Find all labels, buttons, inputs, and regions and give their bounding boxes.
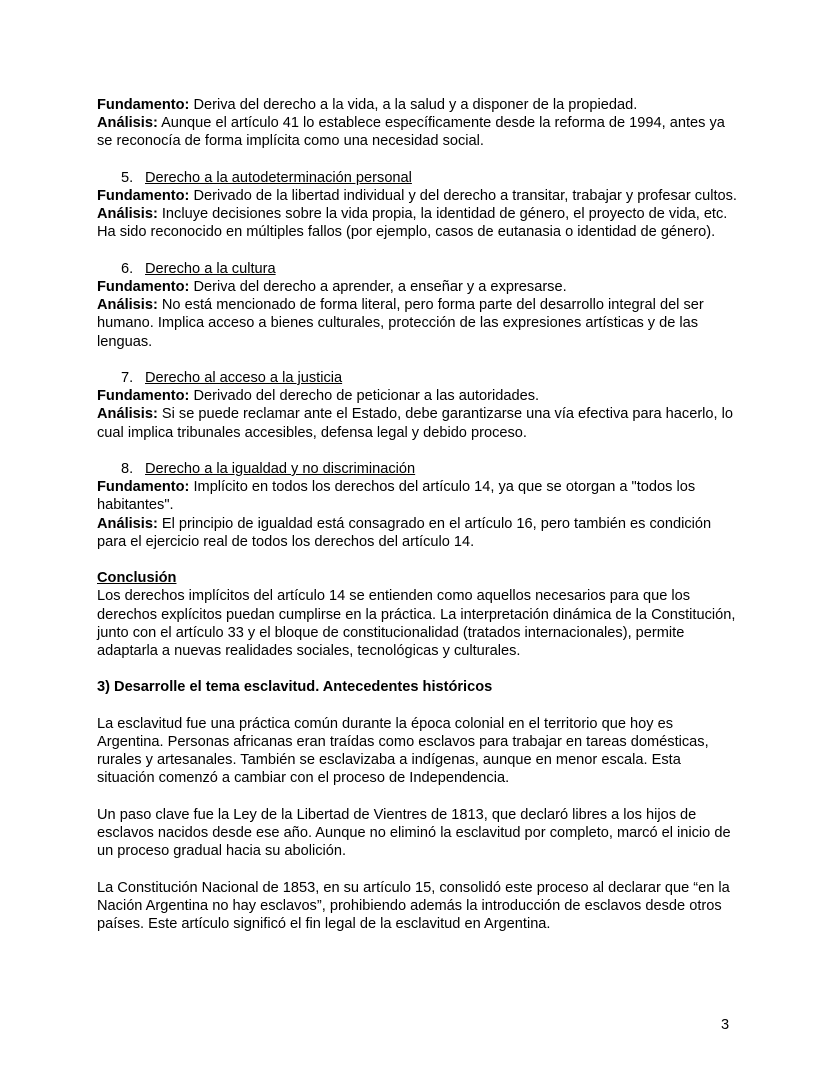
fundamento-paragraph: [97, 96, 737, 114]
fundamento-paragraph: Fundamento: Derivado de la libertad individual y del derecho a transitar, trabajar y profesar cultos.: [97, 188, 737, 204]
item-title: 7. Derecho al acceso a la justicia: [121, 370, 343, 386]
analisis-paragraph: Análisis: Si se puede reclamar ante el Estado, debe garantizarse una vía efectiva para hacerlo, lo cual implica tribunales accesibles, defensa legal y debido proceso.: [97, 406, 734, 441]
section-heading: 3) Desarrolle el tema esclavitud. Antecedentes históricos: [97, 679, 493, 696]
page-number: 3: [721, 1017, 730, 1033]
fundamento-paragraph: Fundamento: Implícito en todos los derechos del artículo 14, ya que se otorgan a "todos los habitantes".: [97, 479, 696, 514]
fundamento-label: Fundamento:: [97, 97, 190, 113]
analisis-label: Análisis:: [97, 115, 158, 132]
fundamento-text: Deriva del derecho a la vida, a la salud y a disponer de la propiedad.: [189, 97, 638, 113]
body-paragraph: Un paso clave fue la Ley de la Libertad de Vientres de 1813, que declaró libres a los hijos de esclavos nacidos desde ese año. Aunque no eliminó la esclavitud por completo, marcó el inicio de un proceso gradual hacia su abolición.: [97, 806, 731, 860]
item-title: 8. Derecho a la igualdad y no discriminación: [121, 461, 416, 477]
conclusion-heading: Conclusión: [97, 570, 177, 587]
analisis-text: Aunque el artículo 41 lo establece específicamente desde la reforma de 1994, antes ya se reconocía de forma implícita como una necesidad social.: [97, 115, 725, 150]
body-paragraph: La esclavitud fue una práctica común durante la época colonial en el territorio que hoy es Argentina. Personas africanas eran traídas como esclavos para trabajar en tareas domésticas, rurales y artesanales. También se esclavizaba a indígenas, aunque en menor escala. Esta situación comenzó a cambiar con el proceso de Independencia.: [97, 715, 709, 787]
analisis-paragraph: Análisis: No está mencionado de forma literal, pero forma parte del desarrollo integral del ser humano. Implica acceso a bienes culturales, protección de las expresiones artísticas y de las lenguas.: [97, 297, 704, 350]
analisis-paragraph: Análisis: Incluye decisiones sobre la vida propia, la identidad de género, el proyecto de vida, etc. Ha sido reconocido en múltiples fallos (por ejemplo, casos de eutanasia o identidad de género).: [97, 206, 728, 241]
conclusion-text: Los derechos implícitos del artículo 14 se entienden como aquellos necesarios para que los derechos explícitos puedan cumplirse en la práctica. La interpretación dinámica de la Constitución, junto con el artículo 33 y el bloque de constitucionalidad (tratados internacionales), permite adaptarla a nuevas realidades sociales, tecnológicas y culturales.: [97, 588, 736, 660]
body-paragraph: La Constitución Nacional de 1853, en su artículo 15, consolidó este proceso al declarar que “en la Nación Argentina no hay esclavos”, prohibiendo además la introducción de esclavos desde otros países. Este artículo significó el fin legal de la esclavitud en Argentina.: [97, 879, 730, 932]
fundamento-paragraph: Fundamento: Derivado del derecho de peticionar a las autoridades.: [97, 388, 540, 405]
item-title: 5. Derecho a la autodeterminación personal: [121, 169, 412, 186]
fundamento-paragraph: Fundamento: Deriva del derecho a aprender, a enseñar y a expresarse.: [97, 279, 567, 295]
item-title: 6. Derecho a la cultura: [121, 260, 276, 277]
document-page: [97, 96, 737, 933]
analisis-paragraph: Análisis: El principio de igualdad está consagrado en el artículo 16, pero también es condición para el ejercicio real de todos los derechos del artículo 14.: [97, 515, 712, 550]
analisis-paragraph: [97, 114, 737, 150]
